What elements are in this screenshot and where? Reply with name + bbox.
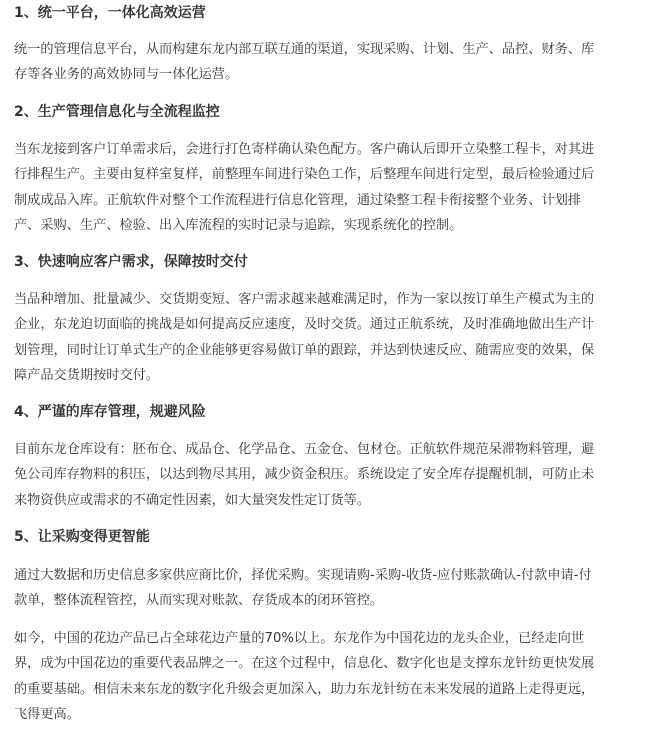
text-line: 当品种增加、批量减少、交货期变短、客户需求越来越难满足时，作为一家以按订单生产模式为主的 [14,292,595,307]
section-paragraph-5 [14,563,592,614]
text-line: 款单，整体流程管控，从而实现对账款、存货成本的闭环管控。 [14,593,384,609]
text-line: 企业，东龙迫切面临的挑战是如何提高反应速度，及时交货。通过正航系统，及时准确地做出生产计 [14,317,595,333]
section-heading-3: 3、快速响应客户需求，保障按时交付 [14,254,248,270]
text-line: 目前东龙仓库设有：胚布仓、成品仓、化学品仓、五金仓、包材仓。正航软件规范呆滞物料管理，避 [14,442,595,457]
section-heading-4: 4、严谨的库存管理，规避风险 [14,404,206,420]
text-line: 产、采购、生产、检验、出入库流程的实时记录与追踪，实现系统化的控制。 [14,217,463,233]
section-heading-2: 2、生产管理信息化与全流程监控 [14,104,220,120]
text-line: 来物资供应或需求的不确定性因素，如大量突发性定订货等。 [14,492,371,508]
text-line: 的重要基础。相信未来东龙的数字化升级会更加深入，助力东龙针纺在未来发展的道路上走得更远， [14,681,595,697]
text-line: 存等各业务的高效协同与一体化运营。 [14,67,239,83]
text-line: 划管理，同时让订单式生产的企业能够更容易做订单的跟踪，并达到快速反应、随需应变的效果，保 [14,342,595,358]
section-paragraph-3 [14,287,594,388]
text-line: 行排程生产。主要由复样室复样，前整理车间进行染色工作，后整理车间进行定型，最后检验通过后 [14,167,595,183]
text-line: 通过大数据和历史信息多家供应商比价，择优采购。实现请购-采购-收货-应付账款确认-付款申请-付 [14,568,592,583]
text-line: 制成成品入库。正航软件对整个工作流程进行信息化管理，通过染整工程卡衔接整个业务、计划排 [14,192,582,208]
section-paragraph-2 [14,137,594,238]
text-line: 免公司库存物料的积压，以达到物尽其用，减少资金积压。系统设定了安全库存提醒机制，可防止未 [14,467,595,483]
text-line: 障产品交货期按时交付。 [14,367,160,383]
text-line: 如今，中国的花边产品已占全球花边产量的70%以上。东龙作为中国花边的龙头企业，已经走向世 [14,631,584,646]
section-heading-1: 1、统一平台，一体化高效运营 [14,5,206,21]
text-line: 统一的管理信息平台，从而构建东龙内部互联互通的渠道，实现采购、计划、生产、品控、财务、库 [14,42,595,57]
section-heading-5: 5、让采购变得更智能 [14,529,150,545]
text-line: 当东龙接到客户订单需求后，会进行打色寄样确认染色配方。客户确认后即开立染整工程卡，对其进 [14,142,595,157]
section-paragraph-1 [14,37,594,88]
closing-paragraph [14,626,594,727]
text-line: 界，成为中国花边的重要代表品牌之一。在这个过程中，信息化、数字化也是支撑东龙针纺更快发展 [14,656,595,672]
section-paragraph-4 [14,437,594,513]
text-line: 飞得更高。 [14,706,80,722]
